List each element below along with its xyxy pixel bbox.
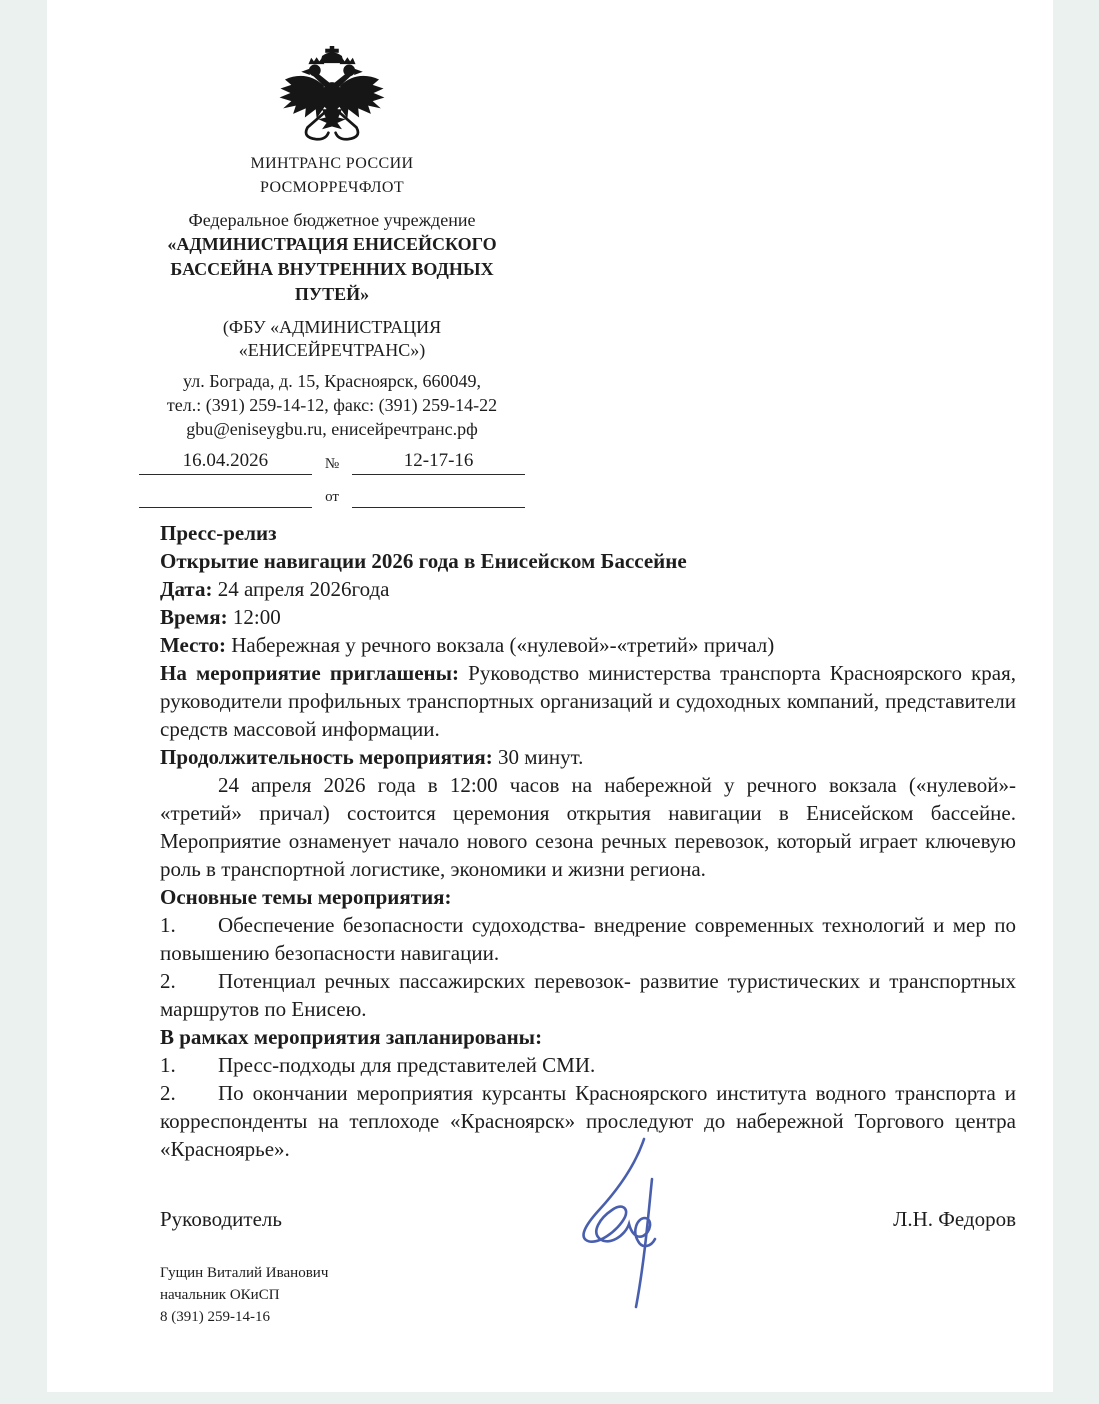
field-duration-value: 30 минут. — [498, 745, 584, 769]
lead-paragraph: 24 апреля 2026 года в 12:00 часов на набережной у речного вокзала («нулевой»- «третий» причал) состоится церемония открытия навигации в Енисейском бассейне. Мероприятие ознаменует начало нового сезона речных перевозок, который играет ключевую роль в транспортной логистике, экономики и жизни региона. — [160, 773, 1016, 881]
plan-number: 1. — [160, 1053, 176, 1077]
field-time-label: Время: — [160, 605, 228, 629]
topic-item — [160, 967, 1016, 1023]
signer-position: Руководитель — [160, 1207, 282, 1231]
org-email-site: gbu@eniseygbu.ru, енисейречтранс.рф — [186, 419, 478, 439]
field-date — [160, 575, 1016, 603]
org-address: ул. Бограда, д. 15, Красноярск, 660049, — [183, 371, 481, 391]
plan-text: Пресс-подходы для представителей СМИ. — [218, 1053, 596, 1077]
field-duration-label: Продолжительность мероприятия: — [160, 745, 493, 769]
org-type: Федеральное бюджетное учреждение — [188, 210, 476, 230]
field-date-value: 24 апреля 2026года — [217, 577, 390, 601]
doc-date-field: 16.04.2026 — [139, 450, 312, 475]
org-name-line1: «АДМИНИСТРАЦИЯ ЕНИСЕЙСКОГО — [167, 234, 497, 254]
reply-to-row — [139, 483, 525, 508]
topic-number: 2. — [160, 969, 176, 993]
topic-number: 1. — [160, 913, 176, 937]
signer-name: Л.Н. Федоров — [893, 1207, 1016, 1231]
doc-title: Пресс-релиз — [160, 521, 277, 545]
org-short-name-line2: «ЕНИСЕЙРЕЧТРАНС») — [238, 340, 426, 360]
field-invited-label: На мероприятие приглашены: — [160, 661, 460, 685]
date-number-row — [139, 450, 525, 475]
topic-text: Потенциал речных пассажирских перевозок- развитие туристических и транспортных маршрутов по Енисею. — [160, 969, 1016, 1021]
plan-item — [160, 1079, 1016, 1163]
letterhead — [139, 46, 525, 508]
org-name-line3: ПУТЕЙ» — [294, 284, 370, 304]
signature-block — [160, 1207, 1016, 1232]
field-place — [160, 631, 1016, 659]
topic-text: Обеспечение безопасности судоходства- внедрение современных технологий и мер по повышению безопасности навигации. — [160, 913, 1016, 965]
plan-text: По окончании мероприятия курсанты Красноярского института водного транспорта и корреспонденты на теплоходе «Красноярск» проследуют до набережной Торгового центра «Красноярье». — [160, 1081, 1016, 1161]
emblem — [139, 46, 525, 150]
ministry-name: МИНТРАНС РОССИИ — [250, 155, 414, 172]
executor-phone: 8 (391) 259-14-16 — [160, 1309, 270, 1325]
reply-date-field-blank — [139, 483, 312, 508]
plans-heading: В рамках мероприятия запланированы: — [160, 1025, 543, 1049]
field-time — [160, 603, 1016, 631]
from-label: от — [325, 489, 339, 505]
document-body — [160, 519, 1016, 1163]
field-duration — [160, 743, 1016, 771]
number-sign: № — [324, 456, 340, 472]
plan-item — [160, 1051, 1016, 1079]
plan-number: 2. — [160, 1081, 176, 1105]
double-eagle-anchors-icon — [273, 46, 391, 150]
org-phone-fax: тел.: (391) 259-14-12, факс: (391) 259-14-22 — [166, 395, 498, 415]
field-time-value: 12:00 — [232, 605, 281, 629]
topics-heading: Основные темы мероприятия: — [160, 885, 452, 909]
field-place-value: Набережная у речного вокзала («нулевой»-«третий» причал) — [231, 633, 775, 657]
field-invited-value: Руководство министерства транспорта Красноярского края, руководители профильных транспортных организаций и судоходных компаний, представители средств массовой информации. — [160, 661, 1017, 741]
document-page — [47, 0, 1053, 1392]
topic-item — [160, 911, 1016, 967]
doc-subtitle: Открытие навигации 2026 года в Енисейском Бассейне — [160, 549, 687, 573]
executor-name: Гущин Виталий Иванович — [160, 1265, 329, 1281]
field-invited — [160, 659, 1016, 743]
executor-block — [160, 1262, 1053, 1328]
agency-name: РОСМОРРЕЧФЛОТ — [259, 179, 405, 196]
field-place-label: Место: — [160, 633, 226, 657]
field-date-label: Дата: — [160, 577, 213, 601]
org-short-name-line1: (ФБУ «АДМИНИСТРАЦИЯ — [222, 317, 442, 337]
org-name-line2: БАССЕЙНА ВНУТРЕННИХ ВОДНЫХ — [170, 259, 494, 279]
doc-number-field: 12-17-16 — [352, 450, 525, 475]
executor-position: начальник ОКиСП — [160, 1287, 280, 1303]
reply-number-field-blank — [352, 483, 525, 508]
